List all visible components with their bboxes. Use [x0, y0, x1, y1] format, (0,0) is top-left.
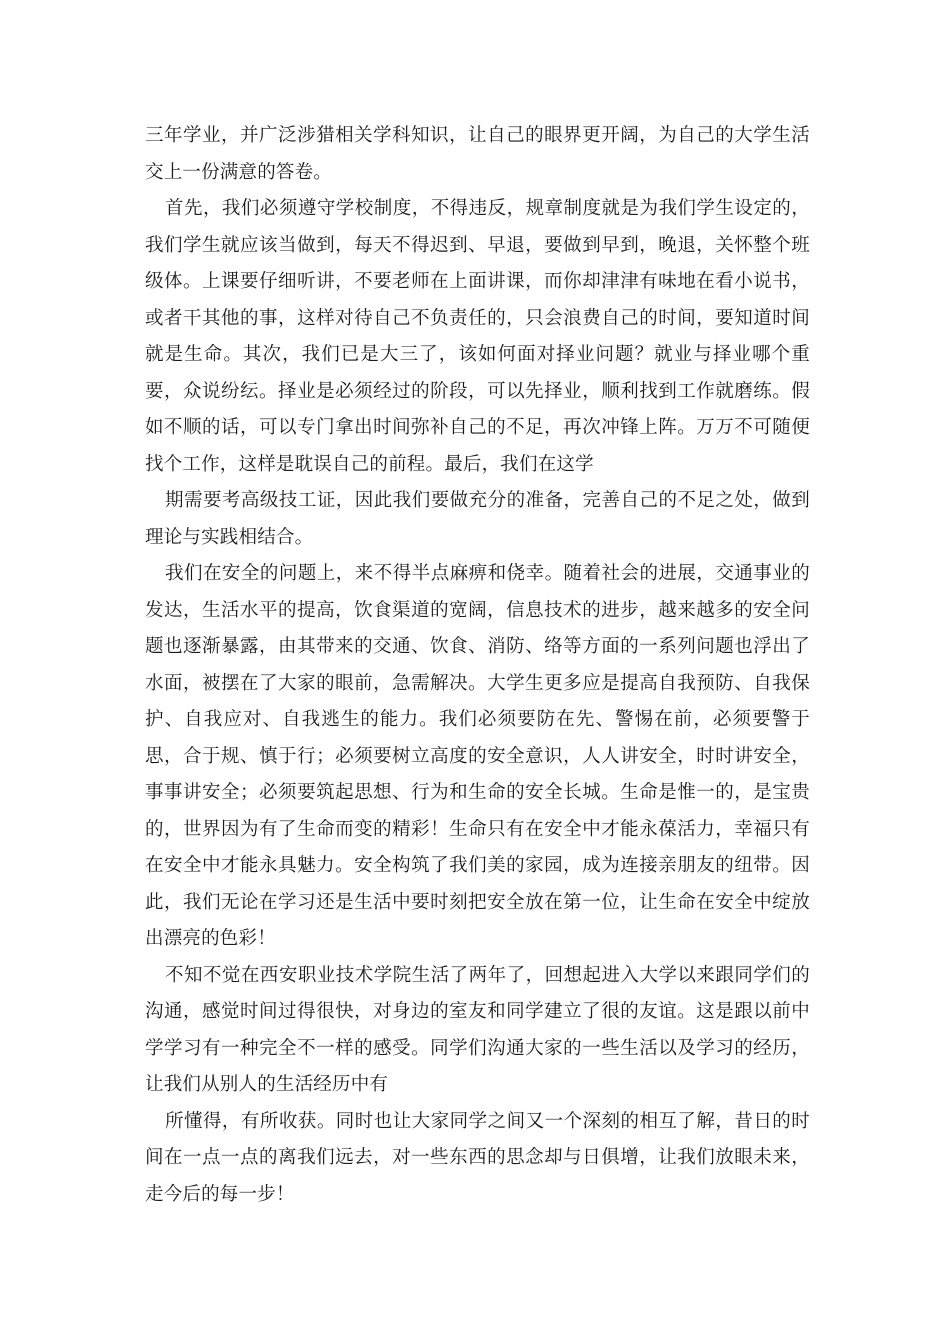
paragraph-6: 所懂得，有所收获。同时也让大家同学之间又一个深刻的相互了解，昔日的时间在一点一点的离我们远去，对一些东西的思念却与日俱增，让我们放眼未来，走今后的每一步！: [145, 1110, 810, 1205]
paragraph-2: 首先，我们必须遵守学校制度，不得违反，规章制度就是为我们学生设定的，我们学生就应该当做到，每天不得迟到、早退，要做到早到，晚退，关怀整个班级体。上课要仔细听讲，不要老师在上面讲课，而你却津津有味地在看小说书，或者干其他的事，这样对待自己不负责任的，只会浪费自己的时间，要知道时间就是生命。其次，我们已是大三了，该如何面对择业问题？就业与择业哪个重要，众说纷纭。择业是必须经过的阶段，可以先择业，顺利找到工作就磨练。假如不顺的话，可以专门拿出时间弥补自己的不足，再次冲锋上阵。万万不可随便找个工作，这样是耽误自己的前程。最后，我们在这学: [145, 198, 810, 475]
paragraph-3: 期需要考高级技工证，因此我们要做充分的准备，完善自己的不足之处，做到理论与实践相结合。: [145, 490, 810, 548]
document-body: [145, 118, 810, 1213]
paragraph-4: 我们在安全的问题上，来不得半点麻痹和侥幸。随着社会的进展，交通事业的发达，生活水平的提高，饮食渠道的宽阔，信息技术的进步，越来越多的安全问题也逐渐暴露，由其带来的交通、饮食、消防、络等方面的一系列问题也浮出了水面，被摆在了大家的眼前，急需解决。大学生更多应是提高自我预防、自我保护、自我应对、自我逃生的能力。我们必须要防在先、警惕在前，必须要警于思，合于规、慎于行；必须要树立高度的安全意识，人人讲安全，时时讲安全，事事讲安全；必须要筑起思想、行为和生命的安全长城。生命是惟一的，是宝贵的，世界因为有了生命而变的精彩！生命只有在安全中才能永葆活力，幸福只有在安全中才能永具魅力。安全构筑了我们美的家园，成为连接亲朋友的纽带。因此，我们无论在学习还是生活中要时刻把安全放在第一位，让生命在安全中绽放出漂亮的色彩！: [145, 563, 810, 949]
paragraph-5: 不知不觉在西安职业技术学院生活了两年了，回想起进入大学以来跟同学们的沟通，感觉时间过得很快，对身边的室友和同学建立了很的友谊。这是跟以前中学学习有一种完全不一样的感受。同学们沟通大家的一些生活以及学习的经历，让我们从别人的生活经历中有: [145, 964, 810, 1095]
paragraph-1: 三年学业，并广泛涉猎相关学科知识，让自己的眼界更开阔，为自己的大学生活交上一份满意的答卷。: [145, 125, 810, 183]
